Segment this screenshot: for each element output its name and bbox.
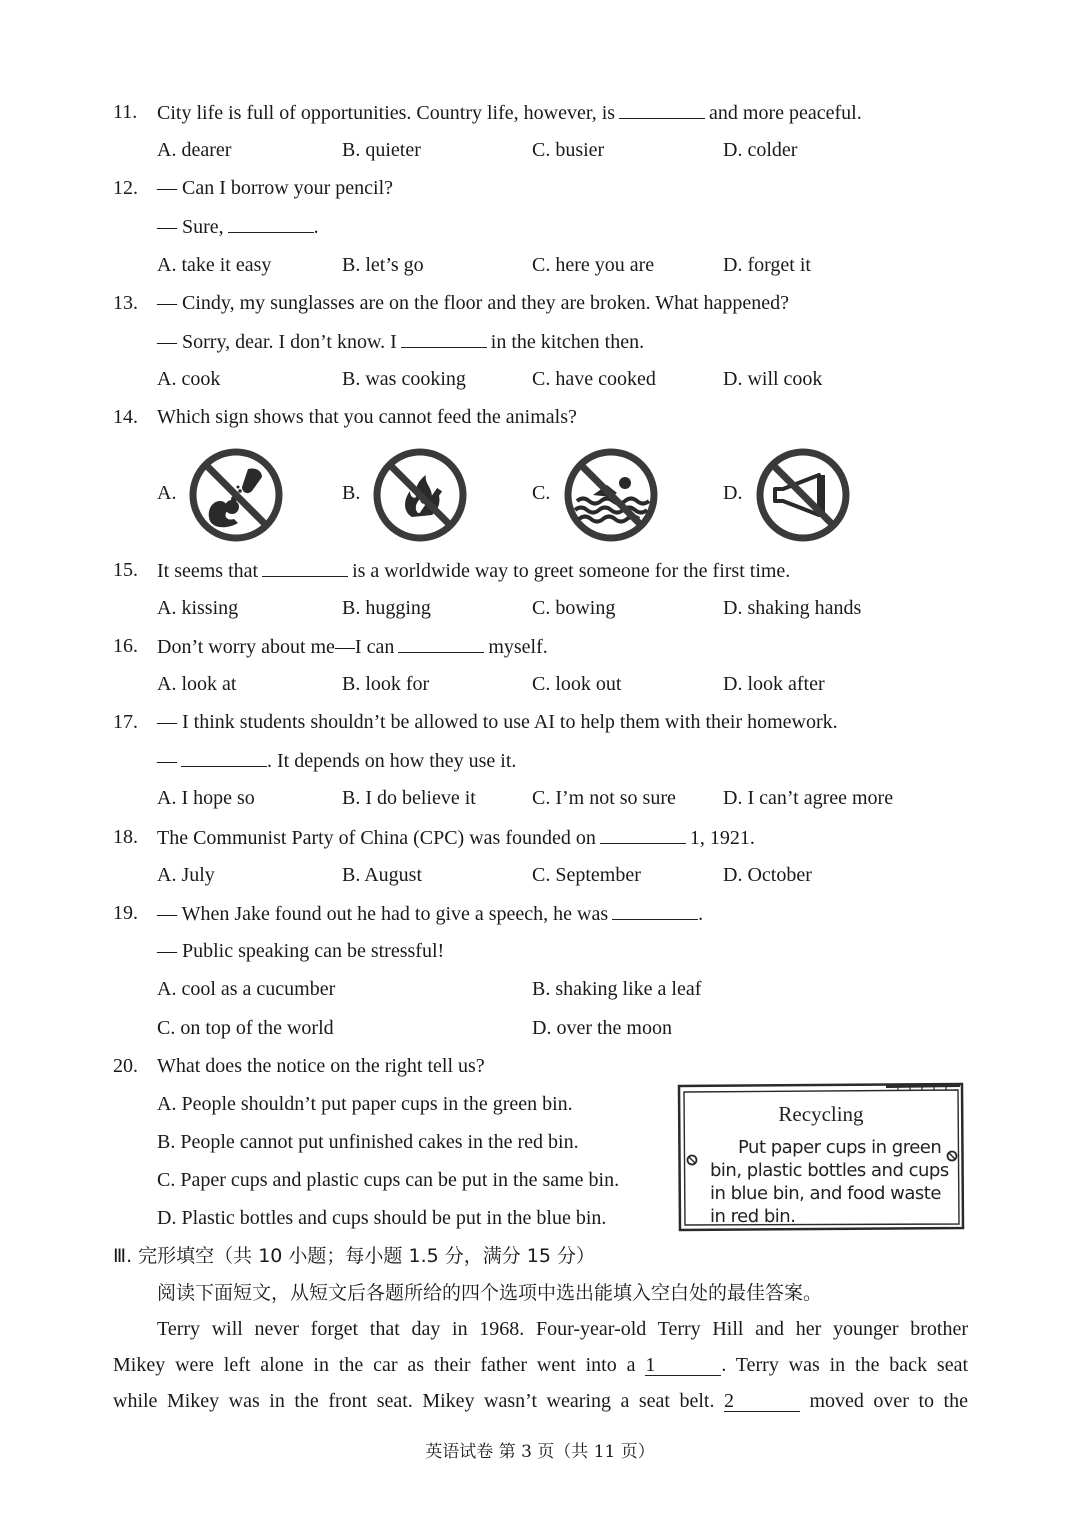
answer-blank (401, 329, 487, 348)
option-c: C. busier (532, 139, 605, 161)
stem-text: and more peaceful. (709, 102, 862, 124)
passage-text: . Terry was in the back seat (721, 1354, 969, 1376)
option-a: A. (157, 482, 177, 504)
question-number: 17. (113, 711, 138, 733)
passage-text: moved over to the (809, 1390, 968, 1412)
option-d: D. over the moon (532, 1017, 672, 1039)
section-instruction: 阅读下面短文，从短文后各题所给的四个选项中选出能填入空白处的最佳答案。 (157, 1282, 823, 1304)
no-feeding-squirrel-icon (188, 447, 284, 543)
stem-text: Don’t worry about me—I can (157, 636, 395, 658)
question-number: 19. (113, 902, 138, 924)
dialogue-line (157, 748, 516, 773)
answer-blank (619, 100, 705, 119)
answer-blank (398, 634, 484, 653)
stem-text: City life is full of opportunities. Country life, however, is (157, 102, 616, 124)
dialogue-line: — Cindy, my sunglasses are on the floor and they are broken. What happened? (157, 292, 790, 314)
stem-text: 1, 1921. (689, 827, 755, 849)
dialogue-line: — Can I borrow your pencil? (157, 177, 394, 199)
option-d: D. Plastic bottles and cups should be put in the blue bin. (157, 1207, 607, 1229)
notice-content (676, 1082, 966, 1232)
option-b: B. People cannot put unfinished cakes in the red bin. (157, 1131, 579, 1153)
option-b: B. I do believe it (342, 787, 476, 809)
option-d: D. look after (723, 673, 825, 695)
numbered-blank: 1 (645, 1355, 721, 1376)
question-stem: What does the notice on the right tell us? (157, 1055, 485, 1077)
stem-text: in the kitchen then. (490, 331, 645, 353)
notice-line: in red bin. (710, 1206, 796, 1227)
question-number: 14. (113, 406, 138, 428)
passage-text: Mikey were left alone in the car as their father went into a (113, 1354, 636, 1376)
option-b: B. look for (342, 673, 430, 695)
option-d: D. shaking hands (723, 597, 862, 619)
stem-text: myself. (488, 636, 548, 658)
question-stem (157, 825, 755, 850)
option-d: D. will cook (723, 368, 823, 390)
page-footer: 英语试卷 第 3 页（共 11 页） (425, 1442, 655, 1462)
question-number: 15. (113, 559, 138, 581)
option-a: A. look at (157, 673, 237, 695)
question-stem (157, 100, 862, 125)
no-swimming-icon (563, 447, 659, 543)
question-stem (157, 634, 548, 659)
dialogue-line (157, 329, 644, 354)
option-b: B. let’s go (342, 254, 424, 276)
stem-text: . It depends on how they use it. (267, 750, 517, 772)
option-c: C. (532, 482, 551, 504)
option-c: C. here you are (532, 254, 655, 276)
question-number: 20. (113, 1055, 138, 1077)
passage-line (113, 1389, 968, 1413)
notice-line: bin, plastic bottles and cups (710, 1160, 949, 1181)
dialogue-line (157, 901, 703, 926)
option-d: D. (723, 482, 743, 504)
answer-blank (228, 214, 314, 233)
stem-text: — When Jake found out he had to give a speech, he was (157, 903, 609, 925)
option-c: C. bowing (532, 597, 616, 619)
option-c: C. look out (532, 673, 622, 695)
option-d: D. forget it (723, 254, 811, 276)
question-number: 13. (113, 292, 138, 314)
question-number: 12. (113, 177, 138, 199)
option-b: B. was cooking (342, 368, 466, 390)
no-horn-icon (755, 447, 851, 543)
option-c: C. have cooked (532, 368, 656, 390)
stem-text: — Sorry, dear. I don’t know. I (157, 331, 397, 353)
option-c: C. Paper cups and plastic cups can be put in the same bin. (157, 1169, 620, 1191)
option-b: B. quieter (342, 139, 421, 161)
notice-line: in blue bin, and food waste (710, 1183, 941, 1204)
question-number: 11. (113, 101, 138, 123)
option-a: A. cool as a cucumber (157, 978, 336, 1000)
question-stem: Which sign shows that you cannot feed the animals? (157, 406, 577, 428)
notice-body (710, 1136, 949, 1228)
stem-text: The Communist Party of China (CPC) was founded on (157, 827, 596, 849)
option-a: A. dearer (157, 139, 232, 161)
recycling-notice (676, 1082, 966, 1232)
stem-text: . (313, 216, 319, 238)
option-a: A. cook (157, 368, 221, 390)
stem-text: — (157, 750, 177, 772)
option-a: A. People shouldn’t put paper cups in the green bin. (157, 1093, 573, 1115)
passage-line (113, 1353, 968, 1377)
no-fire-icon (372, 447, 468, 543)
option-d: D. colder (723, 139, 798, 161)
stem-text: It seems that (157, 560, 259, 582)
stem-text: is a worldwide way to greet someone for the first time. (352, 560, 791, 582)
stem-text: . (698, 903, 704, 925)
question-number: 18. (113, 826, 138, 848)
notice-title: Recycling (778, 1102, 864, 1126)
option-b: B. August (342, 864, 423, 886)
option-a: A. take it easy (157, 254, 272, 276)
notice-line: Put paper cups in green (738, 1137, 942, 1158)
passage-line: Terry will never forget that day in 1968. Four-year-old Terry Hill and her younger brother (157, 1318, 968, 1340)
option-a: A. July (157, 864, 215, 886)
option-b: B. shaking like a leaf (532, 978, 702, 1000)
option-c: C. September (532, 864, 641, 886)
question-number: 16. (113, 635, 138, 657)
numbered-blank: 2 (724, 1391, 800, 1412)
option-d: D. October (723, 864, 812, 886)
dialogue-line: — I think students shouldn’t be allowed to use AI to help them with their homework. (157, 711, 838, 733)
section-heading: Ⅲ. 完形填空（共 10 小题；每小题 1.5 分，满分 15 分） (113, 1245, 595, 1267)
option-c: C. I’m not so sure (532, 787, 676, 809)
option-b: B. (342, 482, 361, 504)
passage-text: while Mikey was in the front seat. Mikey wasn’t wearing a seat belt. (113, 1390, 715, 1412)
answer-blank (612, 901, 698, 920)
dialogue-line (157, 214, 319, 239)
stem-text: — Sure, (157, 216, 224, 238)
dialogue-line: — Public speaking can be stressful! (157, 940, 445, 962)
option-d: D. I can’t agree more (723, 787, 894, 809)
option-a: A. I hope so (157, 787, 255, 809)
answer-blank (262, 558, 348, 577)
option-b: B. hugging (342, 597, 431, 619)
option-a: A. kissing (157, 597, 239, 619)
option-c: C. on top of the world (157, 1017, 334, 1039)
answer-blank (181, 748, 267, 767)
answer-blank (600, 825, 686, 844)
question-stem (157, 558, 790, 583)
